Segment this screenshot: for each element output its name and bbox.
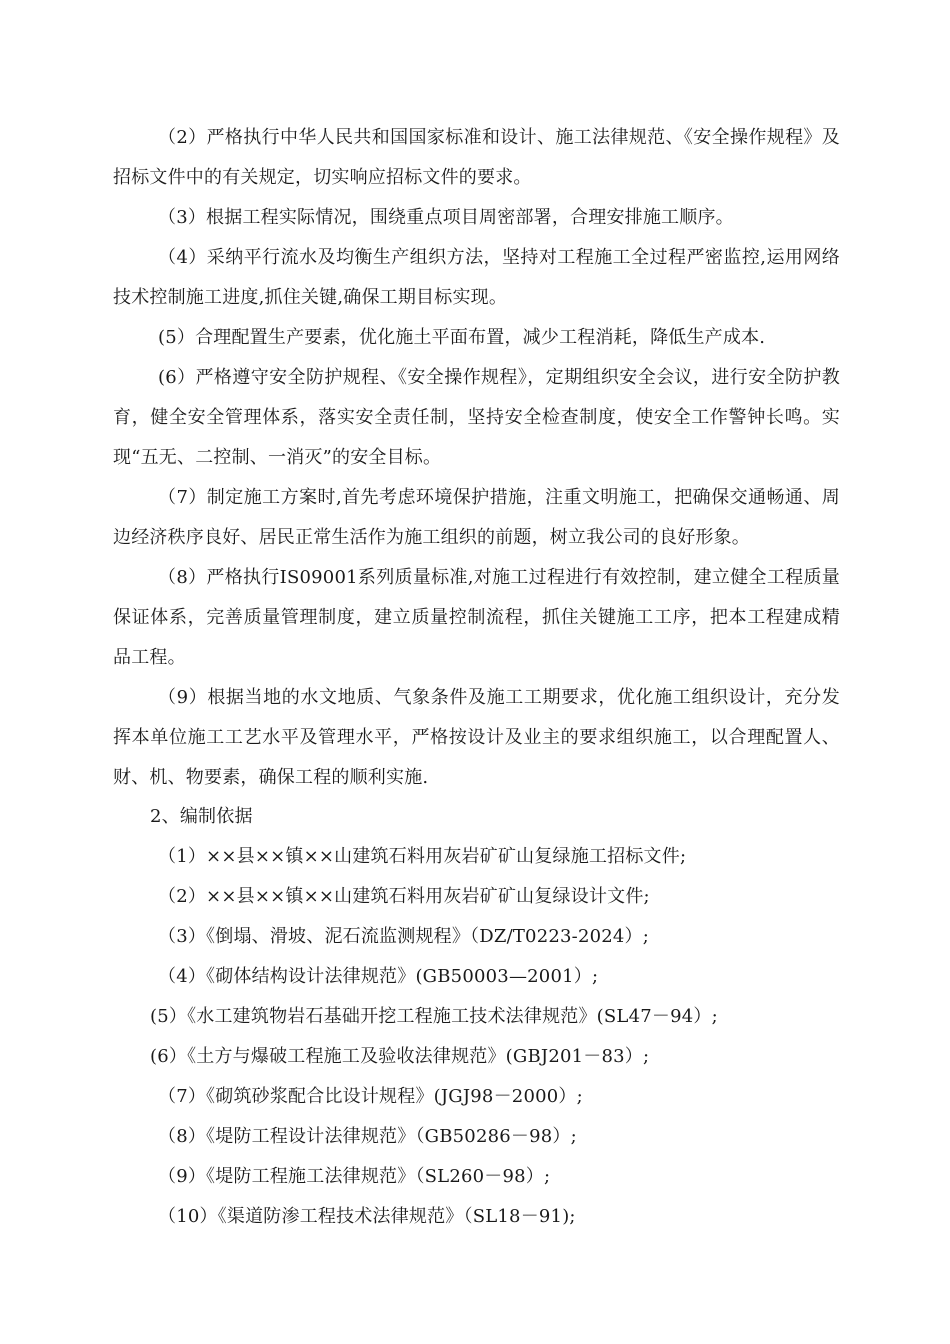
- principle-item-3: （3）根据工程实际情况，围绕重点项目周密部署，合理安排施工顺序。: [158, 207, 734, 228]
- principle-item-4: （4）采纳平行流水及均衡生产组织方法，坚持对工程施工全过程严密监控,运用网络技术控制施工进度,抓住关键,确保工期目标实现。: [113, 247, 840, 308]
- principle-item-5: (5）合理配置生产要素，优化施土平面布置，减少工程消耗，降低生产成本.: [158, 327, 766, 348]
- basis-item-3: （3）《倒塌、滑坡、泥石流监测规程》（DZ/T0223-2024）;: [158, 926, 650, 947]
- section-heading: 2、编制依据: [150, 806, 253, 827]
- principle-item-6: (6）严格遵守安全防护规程、《安全操作规程》，定期组织安全会议，进行安全防护教育，健全安全管理体系，落实安全责任制，坚持安全检查制度，使安全工作警钟长鸣。实现“五无、二控制、一消灭”的安全目标。: [113, 367, 840, 468]
- principle-item-9: （9）根据当地的水文地质、气象条件及施工工期要求，优化施工组织设计，充分发挥本单位施工工艺水平及管理水平，严格按设计及业主的要求组织施工，以合理配置人、财、机、物要素，确保工程的顺利实施.: [113, 687, 840, 788]
- basis-item-2: （2）××县××镇××山建筑石料用灰岩矿矿山复绿设计文件;: [158, 886, 650, 907]
- basis-item-1: （1）××县××镇××山建筑石料用灰岩矿矿山复绿施工招标文件;: [158, 846, 687, 867]
- basis-item-8: （8）《堤防工程设计法律规范》（GB50286－98）;: [158, 1126, 577, 1147]
- principle-item-7: （7）制定施工方案时,首先考虑环境保护措施，注重文明施工，把确保交通畅通、周边经济秩序良好、居民正常生活作为施工组织的前题，树立我公司的良好形象。: [113, 487, 840, 548]
- basis-item-10: （10）《渠道防渗工程技术法律规范》（SL18－91);: [158, 1206, 576, 1227]
- basis-item-5: (5）《水工建筑物岩石基础开挖工程施工技术法律规范》(SL47－94）;: [150, 1006, 718, 1027]
- basis-item-6: (6）《土方与爆破工程施工及验收法律规范》(GBJ201－83）;: [150, 1046, 650, 1067]
- basis-item-7: （7）《砌筑砂浆配合比设计规程》(JGJ98－2000）;: [158, 1086, 583, 1107]
- principle-item-8: （8）严格执行IS09001系列质量标准,对施工过程进行有效控制，建立健全工程质量保证体系，完善质量管理制度，建立质量控制流程，抓住关键施工工序，把本工程建成精品工程。: [113, 567, 840, 668]
- basis-item-4: （4）《砌体结构设计法律规范》(GB50003—2001）;: [158, 966, 599, 987]
- basis-item-9: （9）《堤防工程施工法律规范》（SL260－98）;: [158, 1166, 551, 1187]
- principle-item-2: （2）严格执行中华人民共和国国家标准和设计、施工法律规范、《安全操作规程》及招标文件中的有关规定，切实响应招标文件的要求。: [113, 127, 840, 188]
